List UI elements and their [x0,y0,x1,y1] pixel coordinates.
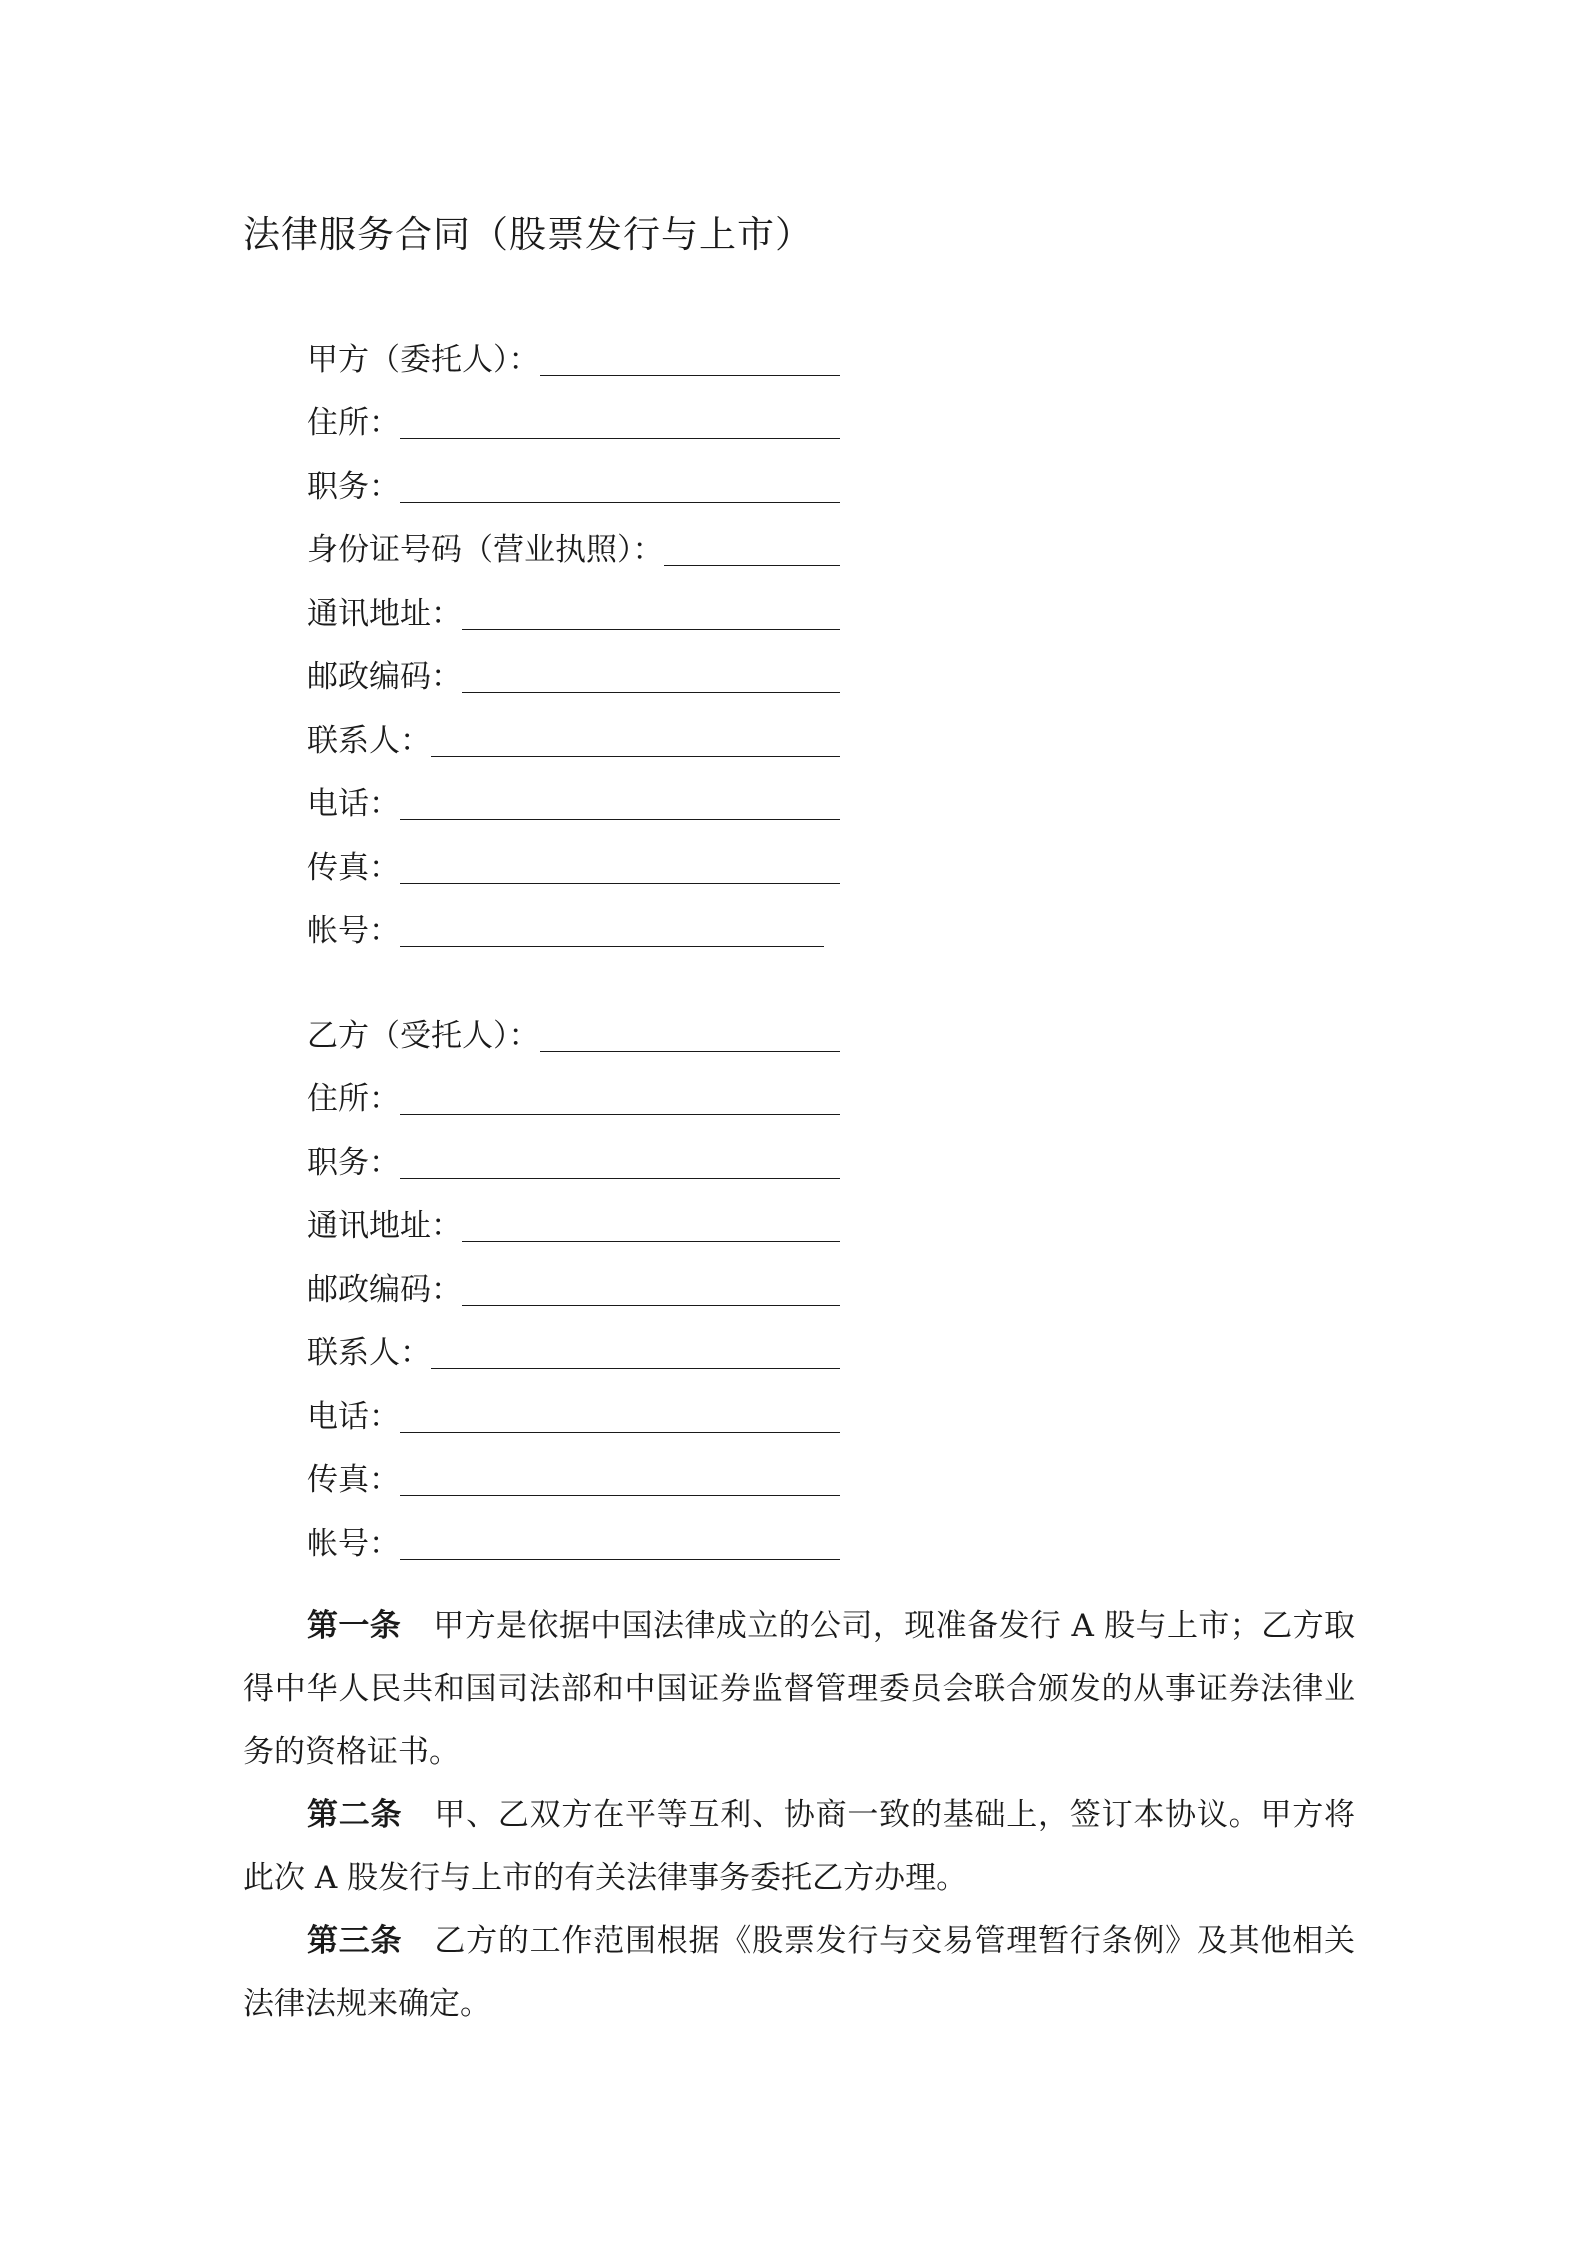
field-label: 电话： [307,1398,400,1435]
fill-in-blank [400,1559,840,1560]
field-label: 传真： [307,1462,400,1498]
party-b-postcode-field [307,1252,840,1316]
party-a-section [307,322,840,957]
fill-in-blank [400,1432,840,1433]
field-label: 传真： [307,849,400,886]
field-label: 甲方（委托人）： [307,341,540,378]
fill-in-blank [400,946,824,947]
field-label: 邮政编码： [307,659,462,695]
party-b-position-field [307,1125,840,1189]
fill-in-blank [400,883,840,884]
party-b-section [307,998,840,1570]
field-label: 住所： [307,405,400,441]
article-number: 第三条 [307,1923,403,1959]
article-text: 乙方的工作范围根据《股票发行与交易管理暂行条例》及其他相关法律法规来确定。 [243,1923,1356,2022]
field-label: 邮政编码： [307,1271,462,1308]
field-label: 通讯地址： [307,595,462,632]
article-2 [243,1784,1355,1910]
fill-in-blank [431,1368,840,1369]
party-b-contact-field [307,1316,840,1380]
fill-in-blank [400,819,840,820]
party-a-phone-field [307,767,840,831]
fill-in-blank [400,502,840,503]
article-text: 甲、乙双方在平等互利、协商一致的基础上，签订本协议。甲方将此次 A 股发行与上市的有关法律事务委托乙方办理。 [243,1797,1356,1896]
contract-title: 法律服务合同（股票发行与上市） [243,213,813,256]
party-a-address-field [307,386,840,450]
field-label: 职务： [307,1144,400,1181]
field-label: 帐号： [307,913,400,949]
party-a-id-number-field [307,513,840,577]
article-number: 第一条 [307,1608,402,1644]
field-label: 帐号： [307,1525,400,1562]
fill-in-blank [400,1495,840,1496]
article-3 [243,1910,1355,2036]
fill-in-blank [664,565,841,566]
field-label: 联系人： [307,722,431,759]
party-b-name-field [307,998,840,1062]
party-b-phone-field [307,1379,840,1443]
field-label: 电话： [307,786,400,822]
fill-in-blank [462,629,840,630]
article-text: 甲方是依据中国法律成立的公司，现准备发行 A 股与上市；乙方取得中华人民共和国司法部和中国证券监督管理委员会联合颁发的从事证券法律业务的资格证书。 [243,1608,1356,1770]
fill-in-blank [431,756,840,757]
field-label: 通讯地址： [307,1208,462,1244]
article-number: 第二条 [307,1797,403,1833]
fill-in-blank [462,1305,840,1306]
party-a-contact-field [307,703,840,767]
field-label: 住所： [307,1081,400,1117]
party-b-mailing-address-field [307,1189,840,1253]
contract-articles [243,1595,1355,2036]
article-1 [243,1595,1355,1784]
party-a-postcode-field [307,640,840,704]
fill-in-blank [400,1178,840,1179]
party-a-fax-field [307,830,840,894]
field-label: 职务： [307,468,400,505]
fill-in-blank [540,375,841,376]
party-b-account-field [307,1506,840,1570]
party-b-fax-field [307,1443,840,1507]
fill-in-blank [400,1114,840,1115]
fill-in-blank [462,692,840,693]
field-label: 身份证号码（营业执照）： [307,532,664,568]
party-a-name-field [307,322,840,386]
party-a-position-field [307,449,840,513]
field-label: 联系人： [307,1335,431,1371]
fill-in-blank [462,1241,840,1242]
fill-in-blank [540,1051,841,1052]
fill-in-blank [400,438,840,439]
party-a-mailing-address-field [307,576,840,640]
party-a-account-field [307,894,840,958]
field-label: 乙方（受托人）： [307,1017,540,1054]
party-b-address-field [307,1062,840,1126]
